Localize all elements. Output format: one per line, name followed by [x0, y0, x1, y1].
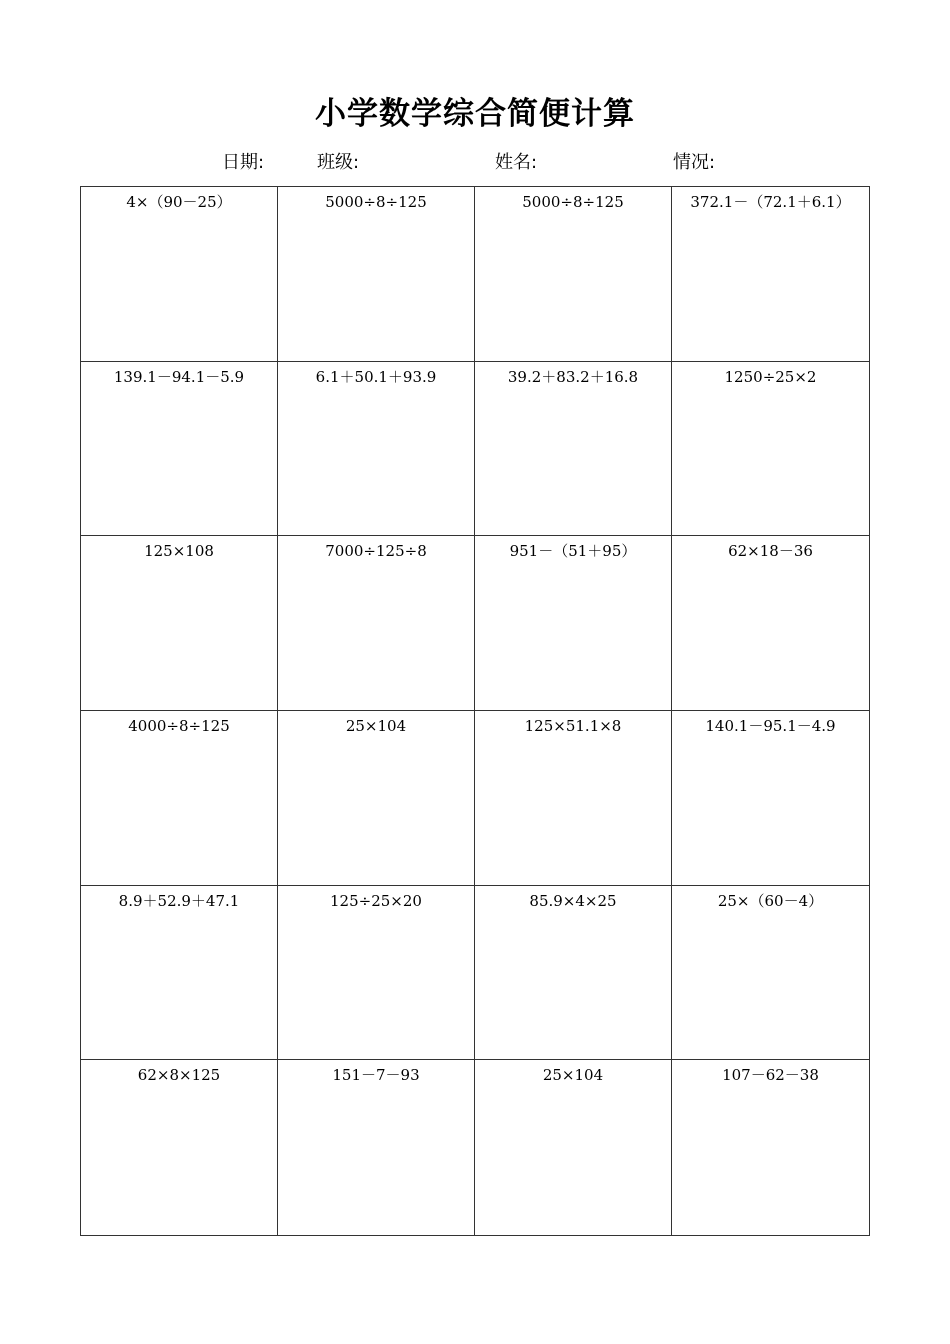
problem-cell: 25×（60－4） [672, 886, 869, 1061]
problem-cell: 151－7－93 [278, 1060, 475, 1235]
problem-cell: 951－（51＋95） [475, 536, 672, 711]
class-label: 班级: [317, 152, 360, 173]
problem-cell: 1250÷25×2 [672, 362, 869, 537]
problem-cell: 39.2＋83.2＋16.8 [475, 362, 672, 537]
date-label: 日期: [222, 152, 265, 173]
problem-cell: 62×8×125 [81, 1060, 278, 1235]
problem-cell: 4000÷8÷125 [81, 711, 278, 886]
problem-cell: 107－62－38 [722, 1066, 819, 1085]
worksheet-title: 小学数学综合简便计算 [315, 96, 635, 132]
problem-cell: 6.1＋50.1＋93.9 [278, 362, 475, 537]
problem-cell: 7000÷125÷8 [278, 536, 475, 711]
status-label: 情况: [673, 152, 716, 173]
problem-cell: 5000÷8÷125 [475, 187, 672, 362]
problem-cell: 139.1－94.1－5.9 [81, 362, 278, 537]
problem-cell: 125×108 [81, 536, 278, 711]
problem-cell: 125×51.1×8 [475, 711, 672, 886]
problem-cell: 85.9×4×25 [475, 886, 672, 1061]
problem-cell: 5000÷8÷125 [278, 187, 475, 362]
problem-cell: 140.1－95.1－4.9 [672, 711, 869, 886]
problem-cell: 372.1－（72.1＋6.1） [672, 187, 869, 362]
problem-cell: 25×104 [278, 711, 475, 886]
problem-cell: 4×（90－25） [81, 187, 278, 362]
problem-grid [80, 186, 870, 1236]
problem-cell: 8.9＋52.9＋47.1 [81, 886, 278, 1061]
student-info-row [0, 150, 950, 176]
problem-cell: 62×18－36 [672, 536, 869, 711]
name-label: 姓名: [495, 152, 538, 173]
problem-cell: 125÷25×20 [278, 886, 475, 1061]
problem-cell: 25×104 [475, 1060, 672, 1235]
